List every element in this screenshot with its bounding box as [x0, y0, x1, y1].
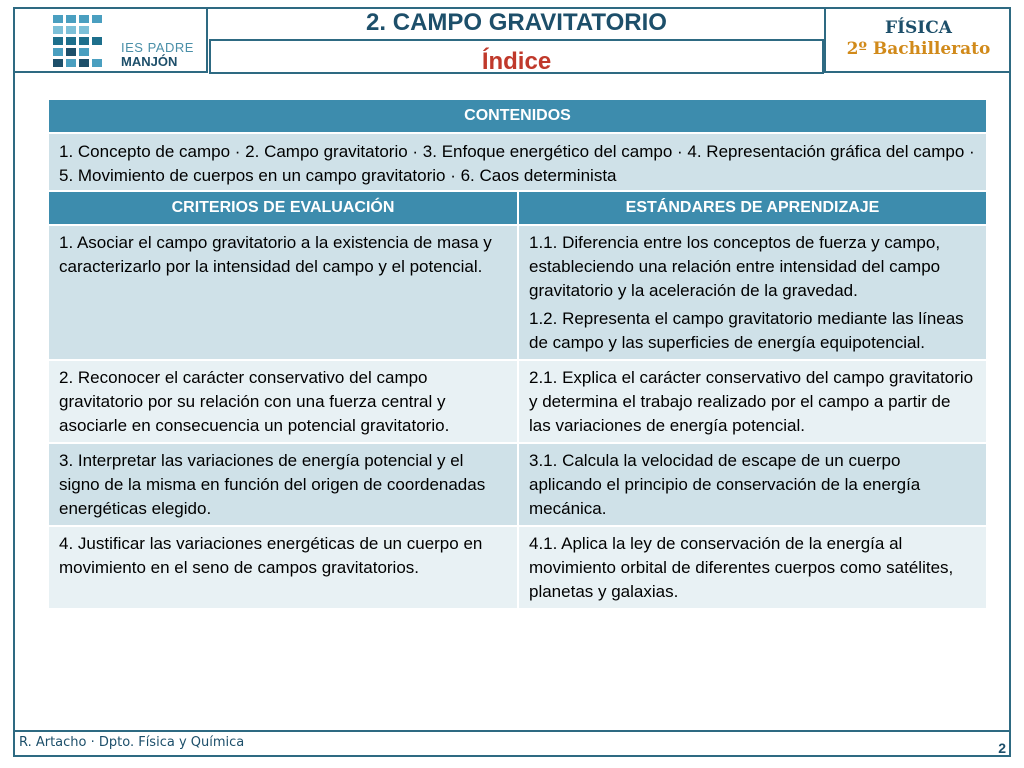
- criterion-text: 2. Reconocer el carácter conservativo del campo gravitatorio por su relación con una fuerza central y asociarle en consecuencia un potencial gravitatorio.: [59, 368, 450, 435]
- standards-cell: [518, 225, 987, 360]
- criteria-header: CRITERIOS DE EVALUACIÓN: [48, 191, 518, 225]
- logo-line2: MANJÓN: [121, 54, 178, 69]
- logo-line1: IES PADRE: [121, 40, 194, 55]
- subject-name: FÍSICA: [885, 18, 952, 38]
- standards-cell: [518, 526, 987, 609]
- logo-text: [121, 41, 194, 69]
- standard-text: 1.1. Diferencia entre los conceptos de fuerza y campo, estableciendo una relación entre intensidad del campo gravitatorio y la aceleración de la gravedad.: [529, 233, 941, 300]
- criterion-cell: [48, 225, 518, 360]
- standard-text: 2.1. Explica el carácter conservativo del campo gravitatorio y determina el trabajo realizado por el campo a partir de las variaciones de energía potencial.: [529, 368, 974, 435]
- standard-text: 4.1. Aplica la ley de conservación de la energía al movimiento orbital de diferentes cuerpos como satélites, planetas y galaxias.: [529, 534, 954, 601]
- contents-cell: [48, 133, 987, 191]
- criterion-cell: [48, 526, 518, 609]
- footer-divider: [13, 730, 1011, 732]
- standard-text: 1.2. Representa el campo gravitatorio mediante las líneas de campo y las superficies de energía equipotencial.: [529, 309, 964, 352]
- standards-header: ESTÁNDARES DE APRENDIZAJE: [518, 191, 987, 225]
- table-row: [48, 360, 987, 443]
- footer-author: R. Artacho · Dpto. Física y Química: [19, 735, 245, 750]
- standards-cell: [518, 443, 987, 526]
- page-number: 2: [998, 740, 1006, 756]
- criterion-text: 4. Justificar las variaciones energéticas de un cuerpo en movimiento en el seno de campos gravitatorios.: [59, 534, 483, 577]
- contents-header: CONTENIDOS: [48, 99, 987, 133]
- table-row: [48, 526, 987, 609]
- subject-box: [824, 9, 1011, 73]
- page-title: 2. CAMPO GRAVITATORIO: [209, 7, 824, 41]
- logo-grid-icon: [53, 15, 105, 69]
- curriculum-table: [47, 98, 988, 610]
- criterion-text: 3. Interpretar las variaciones de energía potencial y el signo de la misma en función del origen de coordenadas energéticas elegido.: [59, 451, 486, 518]
- school-logo: [15, 9, 208, 73]
- page-subtitle: Índice: [209, 41, 824, 74]
- criterion-cell: [48, 360, 518, 443]
- criterion-cell: [48, 443, 518, 526]
- subject-level: 2º Bachillerato: [846, 39, 991, 59]
- criterion-text: 1. Asociar el campo gravitatorio a la existencia de masa y caracterizarlo por la intensidad del campo y el potencial.: [59, 233, 492, 276]
- table-row: [48, 443, 987, 526]
- table-row: [48, 225, 987, 360]
- standards-cell: [518, 360, 987, 443]
- standard-text: 3.1. Calcula la velocidad de escape de un cuerpo aplicando el principio de conservación de la energía mecánica.: [529, 451, 921, 518]
- contents-text: 1. Concepto de campo · 2. Campo gravitatorio · 3. Enfoque energético del campo · 4. Representación gráfica del campo · 5. Movimiento de cuerpos en un campo gravitatorio · 6. Caos determinista: [59, 142, 975, 185]
